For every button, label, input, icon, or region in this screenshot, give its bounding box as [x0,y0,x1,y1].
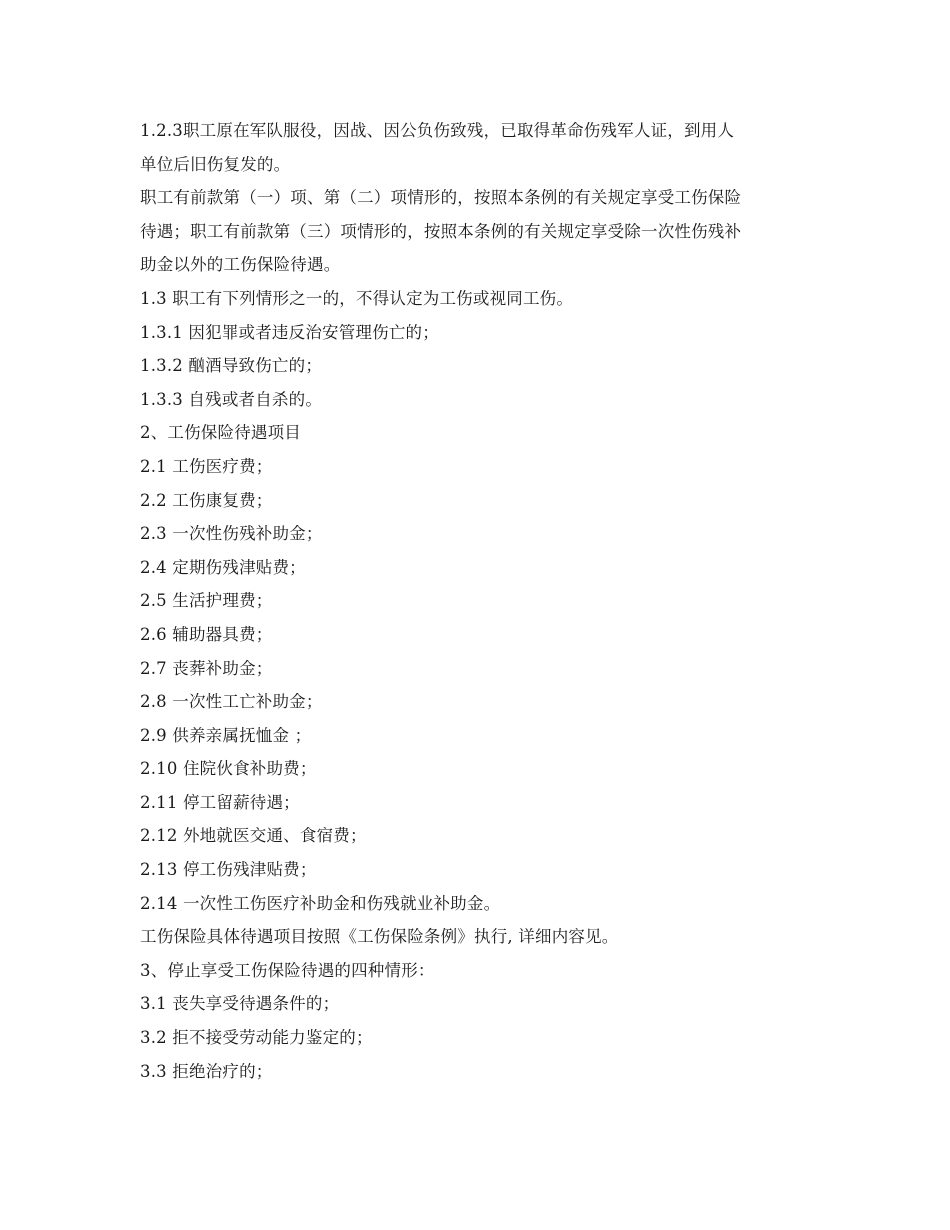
list-item-3-1: 3.1 丧失享受待遇条件的； [140,994,340,1014]
list-item-1-3-3: 1.3.3 自残或者自杀的。 [140,389,323,409]
list-item-2-8: 2.8 一次性工亡补助金； [140,692,323,712]
text-line-2: 单位后旧伤复发的。 [140,154,291,174]
text-line-1: 1.2.3职工原在军队服役，因战、因公负伤致残，已取得革命伤残军人证，到用人 [140,121,735,140]
list-item-2-11: 2.11 停工留薪待遇； [140,792,300,812]
list-item-1-3-1: 1.3.1 因犯罪或者违反治安管理伤亡的； [140,322,439,342]
list-item-2-1: 2.1 工伤医疗费； [140,456,273,476]
text-line-4: 待遇；职工有前款第（三）项情形的，按照本条例的有关规定享受除一次性伤残补 [140,221,742,241]
section-heading-3: 3、停止享受工伤保险待遇的四种情形： [140,960,435,980]
list-item-2-4: 2.4 定期伤残津贴费； [140,557,306,577]
section-heading-1-3: 1.3 职工有下列情形之一的，不得认定为工伤或视同工伤。 [140,288,574,308]
list-item-2-6: 2.6 辅助器具费； [140,624,273,644]
list-item-2-2: 2.2 工伤康复费； [140,490,273,510]
text-line-3: 职工有前款第（一）项、第（二）项情形的，按照本条例的有关规定享受工伤保险 [140,188,742,208]
list-item-2-10: 2.10 住院伙食补助费； [140,759,317,779]
section-heading-2: 2、工伤保险待遇项目 [140,423,301,443]
list-item-2-7: 2.7 丧葬补助金； [140,658,273,678]
text-line-note: 工伤保险具体待遇项目按照《工伤保险条例》执行, 详细内容见。 [140,927,619,947]
list-item-3-3: 3.3 拒绝治疗的； [140,1061,273,1081]
list-item-2-5: 2.5 生活护理费； [140,591,273,611]
list-item-1-3-2: 1.3.2 酗酒导致伤亡的； [140,356,323,376]
text-line-5: 助金以外的工伤保险待遇。 [140,255,341,275]
list-item-2-13: 2.13 停工伤残津贴费； [140,860,317,880]
list-item-2-12: 2.12 外地就医交通、食宿费； [140,826,367,846]
document-page [140,114,815,1088]
list-item-2-9: 2.9 供养亲属抚恤金 ； [140,725,312,745]
list-item-2-3: 2.3 一次性伤残补助金； [140,524,323,544]
list-item-3-2: 3.2 拒不接受劳动能力鉴定的； [140,1028,373,1048]
list-item-2-14: 2.14 一次性工伤医疗补助金和伤残就业补助金。 [140,893,501,913]
